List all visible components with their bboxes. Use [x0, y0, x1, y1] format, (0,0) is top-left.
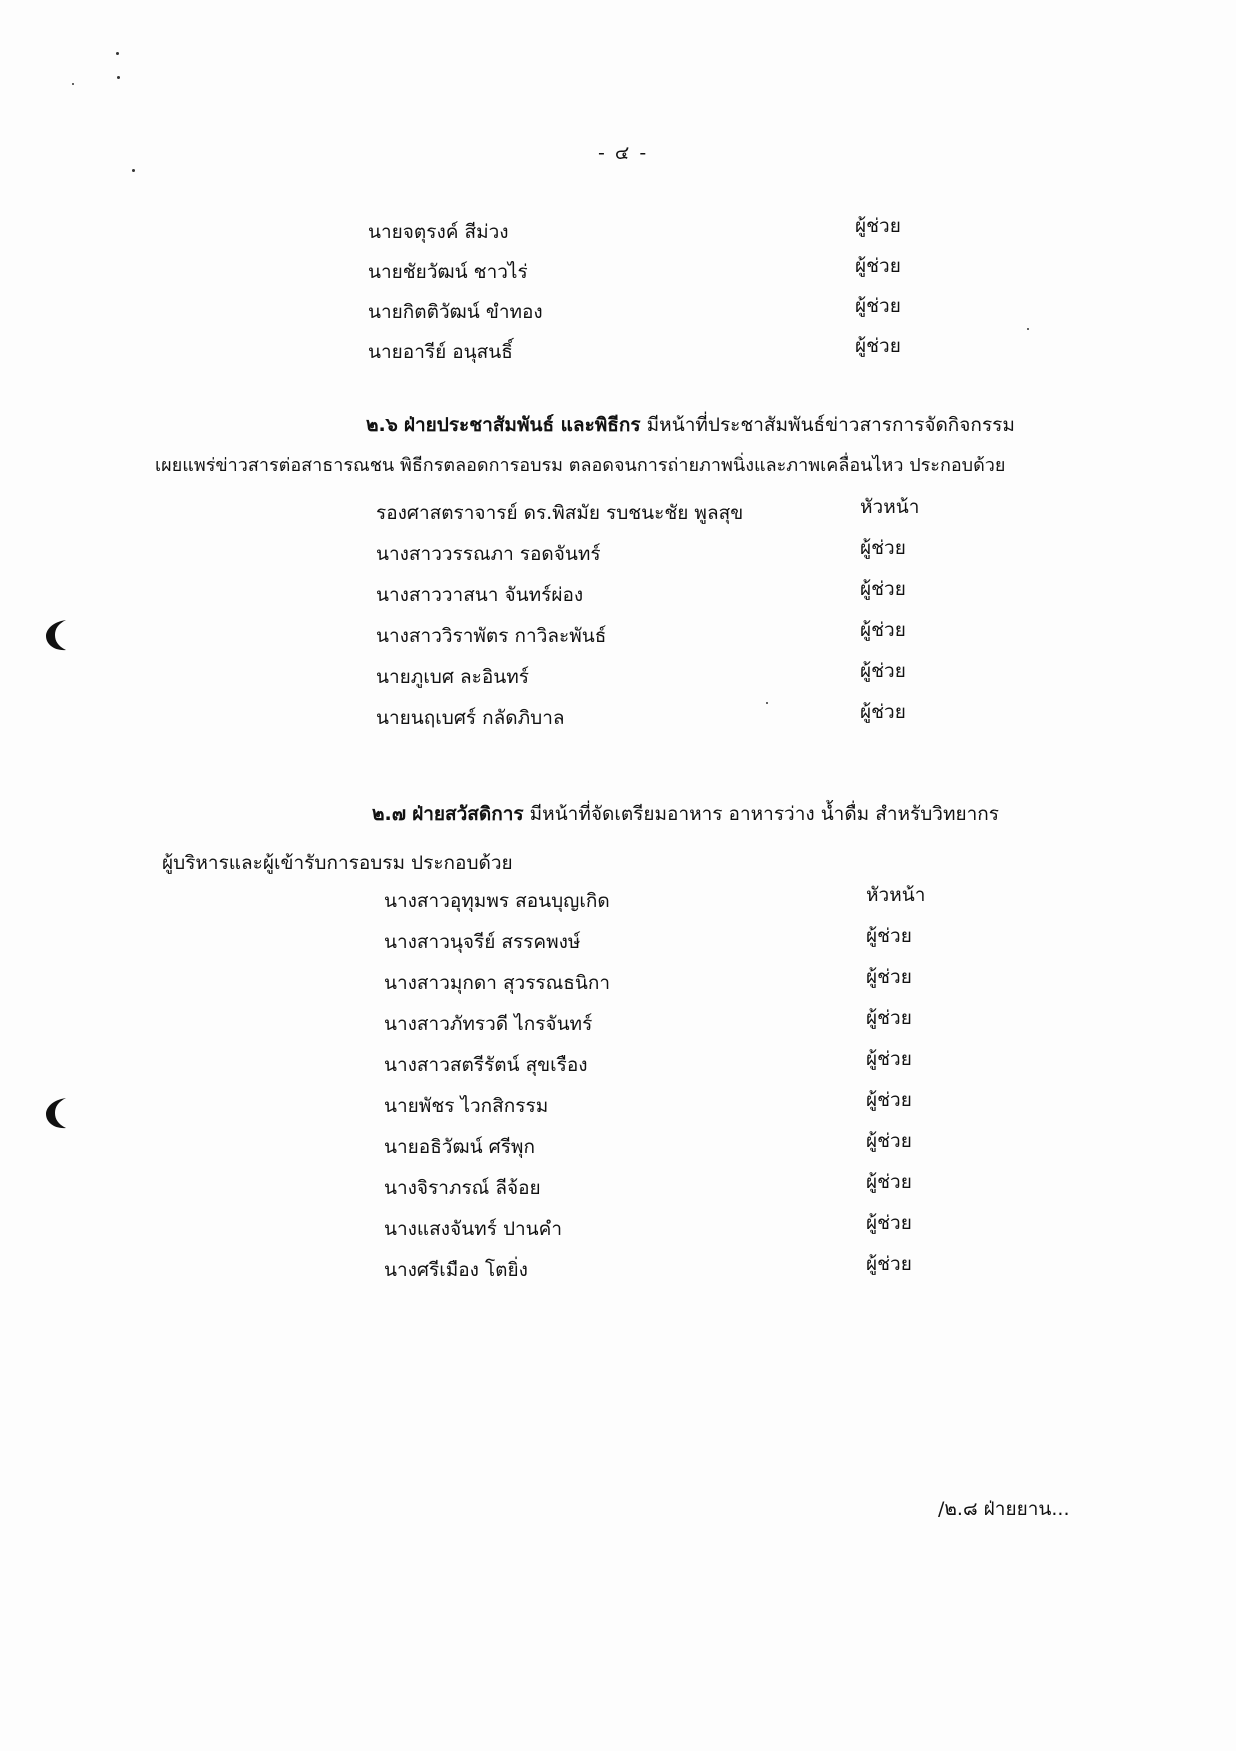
section-2-6-heading: [366, 410, 1015, 440]
member-name: นายอธิวัฒน์ ศรีพุก: [384, 1136, 535, 1158]
scan-speck: [72, 83, 74, 85]
member-role: หัวหน้า: [866, 884, 926, 906]
member-role: ผู้ช่วย: [866, 1130, 912, 1152]
member-row: [384, 927, 944, 957]
member-name: นายพัชร ไวกสิกรรม: [384, 1095, 549, 1117]
member-role: ผู้ช่วย: [866, 966, 912, 988]
section-number: ๒.๖: [366, 414, 398, 436]
member-role: ผู้ช่วย: [866, 1171, 912, 1193]
member-row: [368, 257, 928, 287]
member-role: ผู้ช่วย: [855, 215, 901, 237]
member-row: [384, 1009, 944, 1039]
member-row: [376, 580, 936, 610]
scan-speck: [117, 76, 120, 79]
member-role: ผู้ช่วย: [855, 335, 901, 357]
member-row: [376, 498, 936, 528]
member-role: ผู้ช่วย: [860, 619, 906, 641]
punch-hole-mark: [44, 618, 72, 652]
section-number: ๒.๗: [372, 803, 407, 825]
member-name: นางแสงจันทร์ ปานคำ: [384, 1218, 563, 1240]
member-row: [384, 1214, 944, 1244]
member-name: นายนฤเบศร์ กลัดภิบาล: [376, 707, 565, 729]
member-row: [384, 1173, 944, 1203]
member-name: นายอารีย์ อนุสนธิ์: [368, 341, 513, 363]
member-name: นายจตุรงค์ สีม่วง: [368, 221, 509, 243]
section-duty: มีหน้าที่จัดเตรียมอาหาร อาหารว่าง น้ำดื่ม สำหรับวิทยากร: [529, 803, 1000, 825]
member-name: รองศาสตราจารย์ ดร.พิสมัย รบชนะชัย พูลสุข: [376, 502, 744, 524]
member-name: นางสาววิราพัตร กาวิละพันธ์: [376, 625, 607, 647]
member-row: [384, 886, 944, 916]
section-2-6-duty-continued: เผยแพร่ข่าวสารต่อสาธารณชน พิธีกรตลอดการอบรม ตลอดจนการถ่ายภาพนิ่งและภาพเคลื่อนไหว ประกอบด้วย: [155, 455, 1006, 476]
punch-hole-mark: [44, 1096, 72, 1130]
section-duty: มีหน้าที่ประชาสัมพันธ์ข่าวสารการจัดกิจกรรม: [646, 414, 1015, 436]
member-name: นางสาววรรณภา รอดจันทร์: [376, 543, 601, 565]
member-row: [384, 1050, 944, 1080]
member-name: นางสาววาสนา จันทร์ผ่อง: [376, 584, 584, 606]
section-2-7-duty-continued: ผู้บริหารและผู้เข้ารับการอบรม ประกอบด้วย: [162, 852, 513, 874]
member-role: ผู้ช่วย: [860, 660, 906, 682]
member-role: ผู้ช่วย: [855, 295, 901, 317]
member-row: [376, 703, 936, 733]
member-role: ผู้ช่วย: [855, 255, 901, 277]
member-name: นายภูเบศ ละอินทร์: [376, 666, 529, 688]
continuation-note: /๒.๘ ฝ่ายยาน...: [938, 1498, 1070, 1520]
member-role: ผู้ช่วย: [866, 925, 912, 947]
member-name: นายกิตติวัฒน์ ขำทอง: [368, 301, 543, 323]
member-role: ผู้ช่วย: [860, 578, 906, 600]
page-number: - ๔ -: [598, 142, 649, 164]
member-role: ผู้ช่วย: [866, 1089, 912, 1111]
scan-speck: [1027, 328, 1029, 330]
member-name: นางสาวมุกดา สุวรรณธนิกา: [384, 972, 611, 994]
member-name: นางสาวนุจรีย์ สรรคพงษ์: [384, 931, 581, 953]
member-row: [368, 297, 928, 327]
section-title: ฝ่ายประชาสัมพันธ์ และพิธีกร: [403, 414, 641, 436]
section-2-7-heading: [372, 799, 999, 829]
scan-speck: [132, 169, 135, 172]
member-row: [384, 1132, 944, 1162]
member-role: ผู้ช่วย: [866, 1048, 912, 1070]
member-role: ผู้ช่วย: [866, 1253, 912, 1275]
member-row: [384, 1255, 944, 1285]
scan-speck: [116, 52, 119, 55]
member-name: นายชัยวัฒน์ ชาวไร่: [368, 261, 528, 283]
member-role: ผู้ช่วย: [866, 1007, 912, 1029]
member-row: [376, 539, 936, 569]
member-role: ผู้ช่วย: [866, 1212, 912, 1234]
member-name: นางศรีเมือง โตยิ่ง: [384, 1259, 528, 1281]
member-name: นางจิราภรณ์ ลีจ้อย: [384, 1177, 541, 1199]
member-role: หัวหน้า: [860, 496, 920, 518]
member-row: [384, 1091, 944, 1121]
member-name: นางสาวภัทรวดี ไกรจันทร์: [384, 1013, 593, 1035]
member-row: [368, 217, 928, 247]
member-row: [368, 337, 928, 367]
member-row: [384, 968, 944, 998]
member-role: ผู้ช่วย: [860, 701, 906, 723]
member-role: ผู้ช่วย: [860, 537, 906, 559]
member-name: นางสาวสตรีรัตน์ สุขเรือง: [384, 1054, 588, 1076]
member-row: [376, 621, 936, 651]
member-name: นางสาวอุทุมพร สอนบุญเกิด: [384, 890, 610, 912]
section-title: ฝ่ายสวัสดิการ: [412, 803, 524, 825]
member-row: [376, 662, 936, 692]
